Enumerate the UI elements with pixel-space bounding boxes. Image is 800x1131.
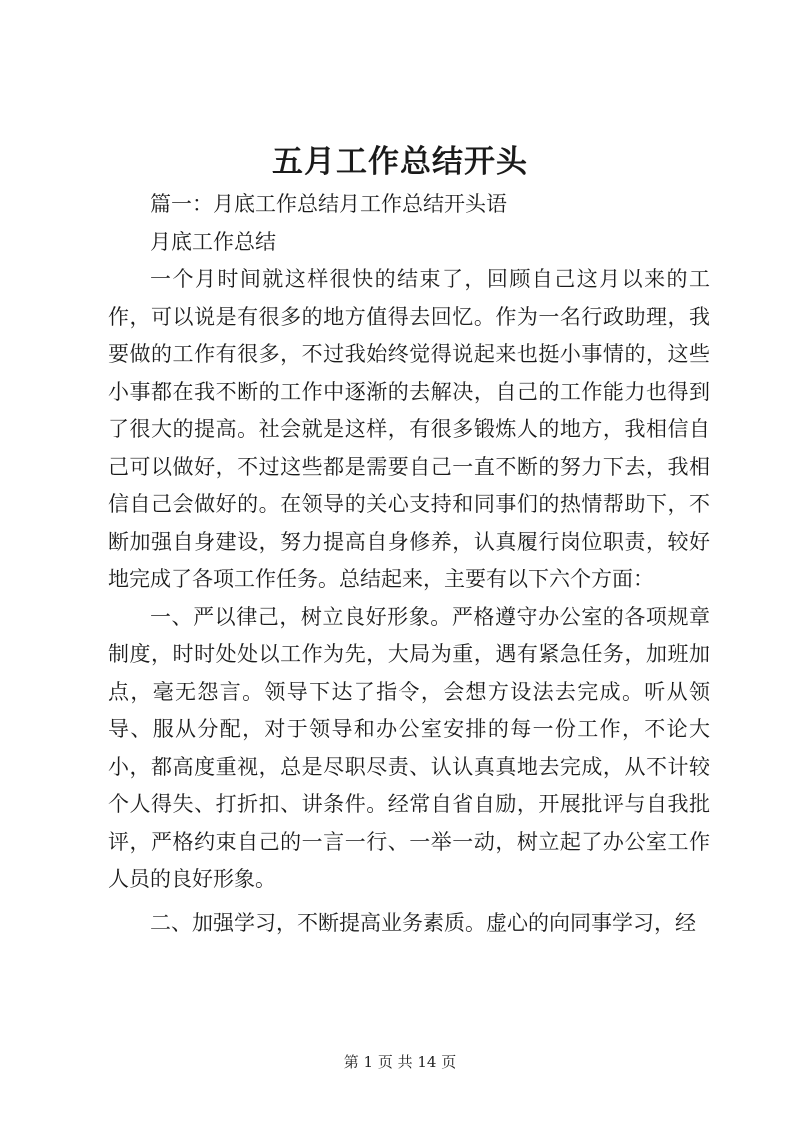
document-title: 五月工作总结开头: [272, 144, 528, 180]
page-footer: 第 1 页 共 14 页: [343, 1053, 457, 1071]
document-body: [108, 186, 710, 942]
paragraph-heading: 篇一：月底工作总结月工作总结开头语: [150, 192, 507, 216]
paragraph-point-two: 二、加强学习，不断提高业务素质。虚心的向同事学习，经: [150, 910, 696, 935]
paragraph-subheading: 月底工作总结: [150, 229, 276, 254]
paragraph-point-one: 一、严以律己，树立良好形象。严格遵守办公室的各项规章制度，时时处处以工作为先，大局为重，遇有紧急任务，加班加点，毫无怨言。领导下达了指令，会想方设法去完成。听从领导、服从分配，对于领导和办公室安排的每一份工作，不论大小，都高度重视，总是尽职尽责、认认真真地去完成，从不计较个人得失、打折扣、讲条件。经常自省自励，开展批评与自我批评，严格约束自己的一言一行、一举一动，树立起了办公室工作人员的良好形象。: [108, 604, 710, 891]
paragraph-intro: 一个月时间就这样很快的结束了，回顾自己这月以来的工作，可以说是有很多的地方值得去回忆。作为一名行政助理，我要做的工作有很多，不过我始终觉得说起来也挺小事情的，这些小事都在我不断的工作中逐渐的去解决，自己的工作能力也得到了很大的提高。社会就是这样，有很多锻炼人的地方，我相信自己可以做好，不过这些都是需要自己一直不断的努力下去，我相信自己会做好的。在领导的关心支持和同事们的热情帮助下，不断加强自身建设，努力提高自身修养，认真履行岗位职责，较好地完成了各项工作任务。总结起来，主要有以下六个方面：: [108, 267, 710, 591]
